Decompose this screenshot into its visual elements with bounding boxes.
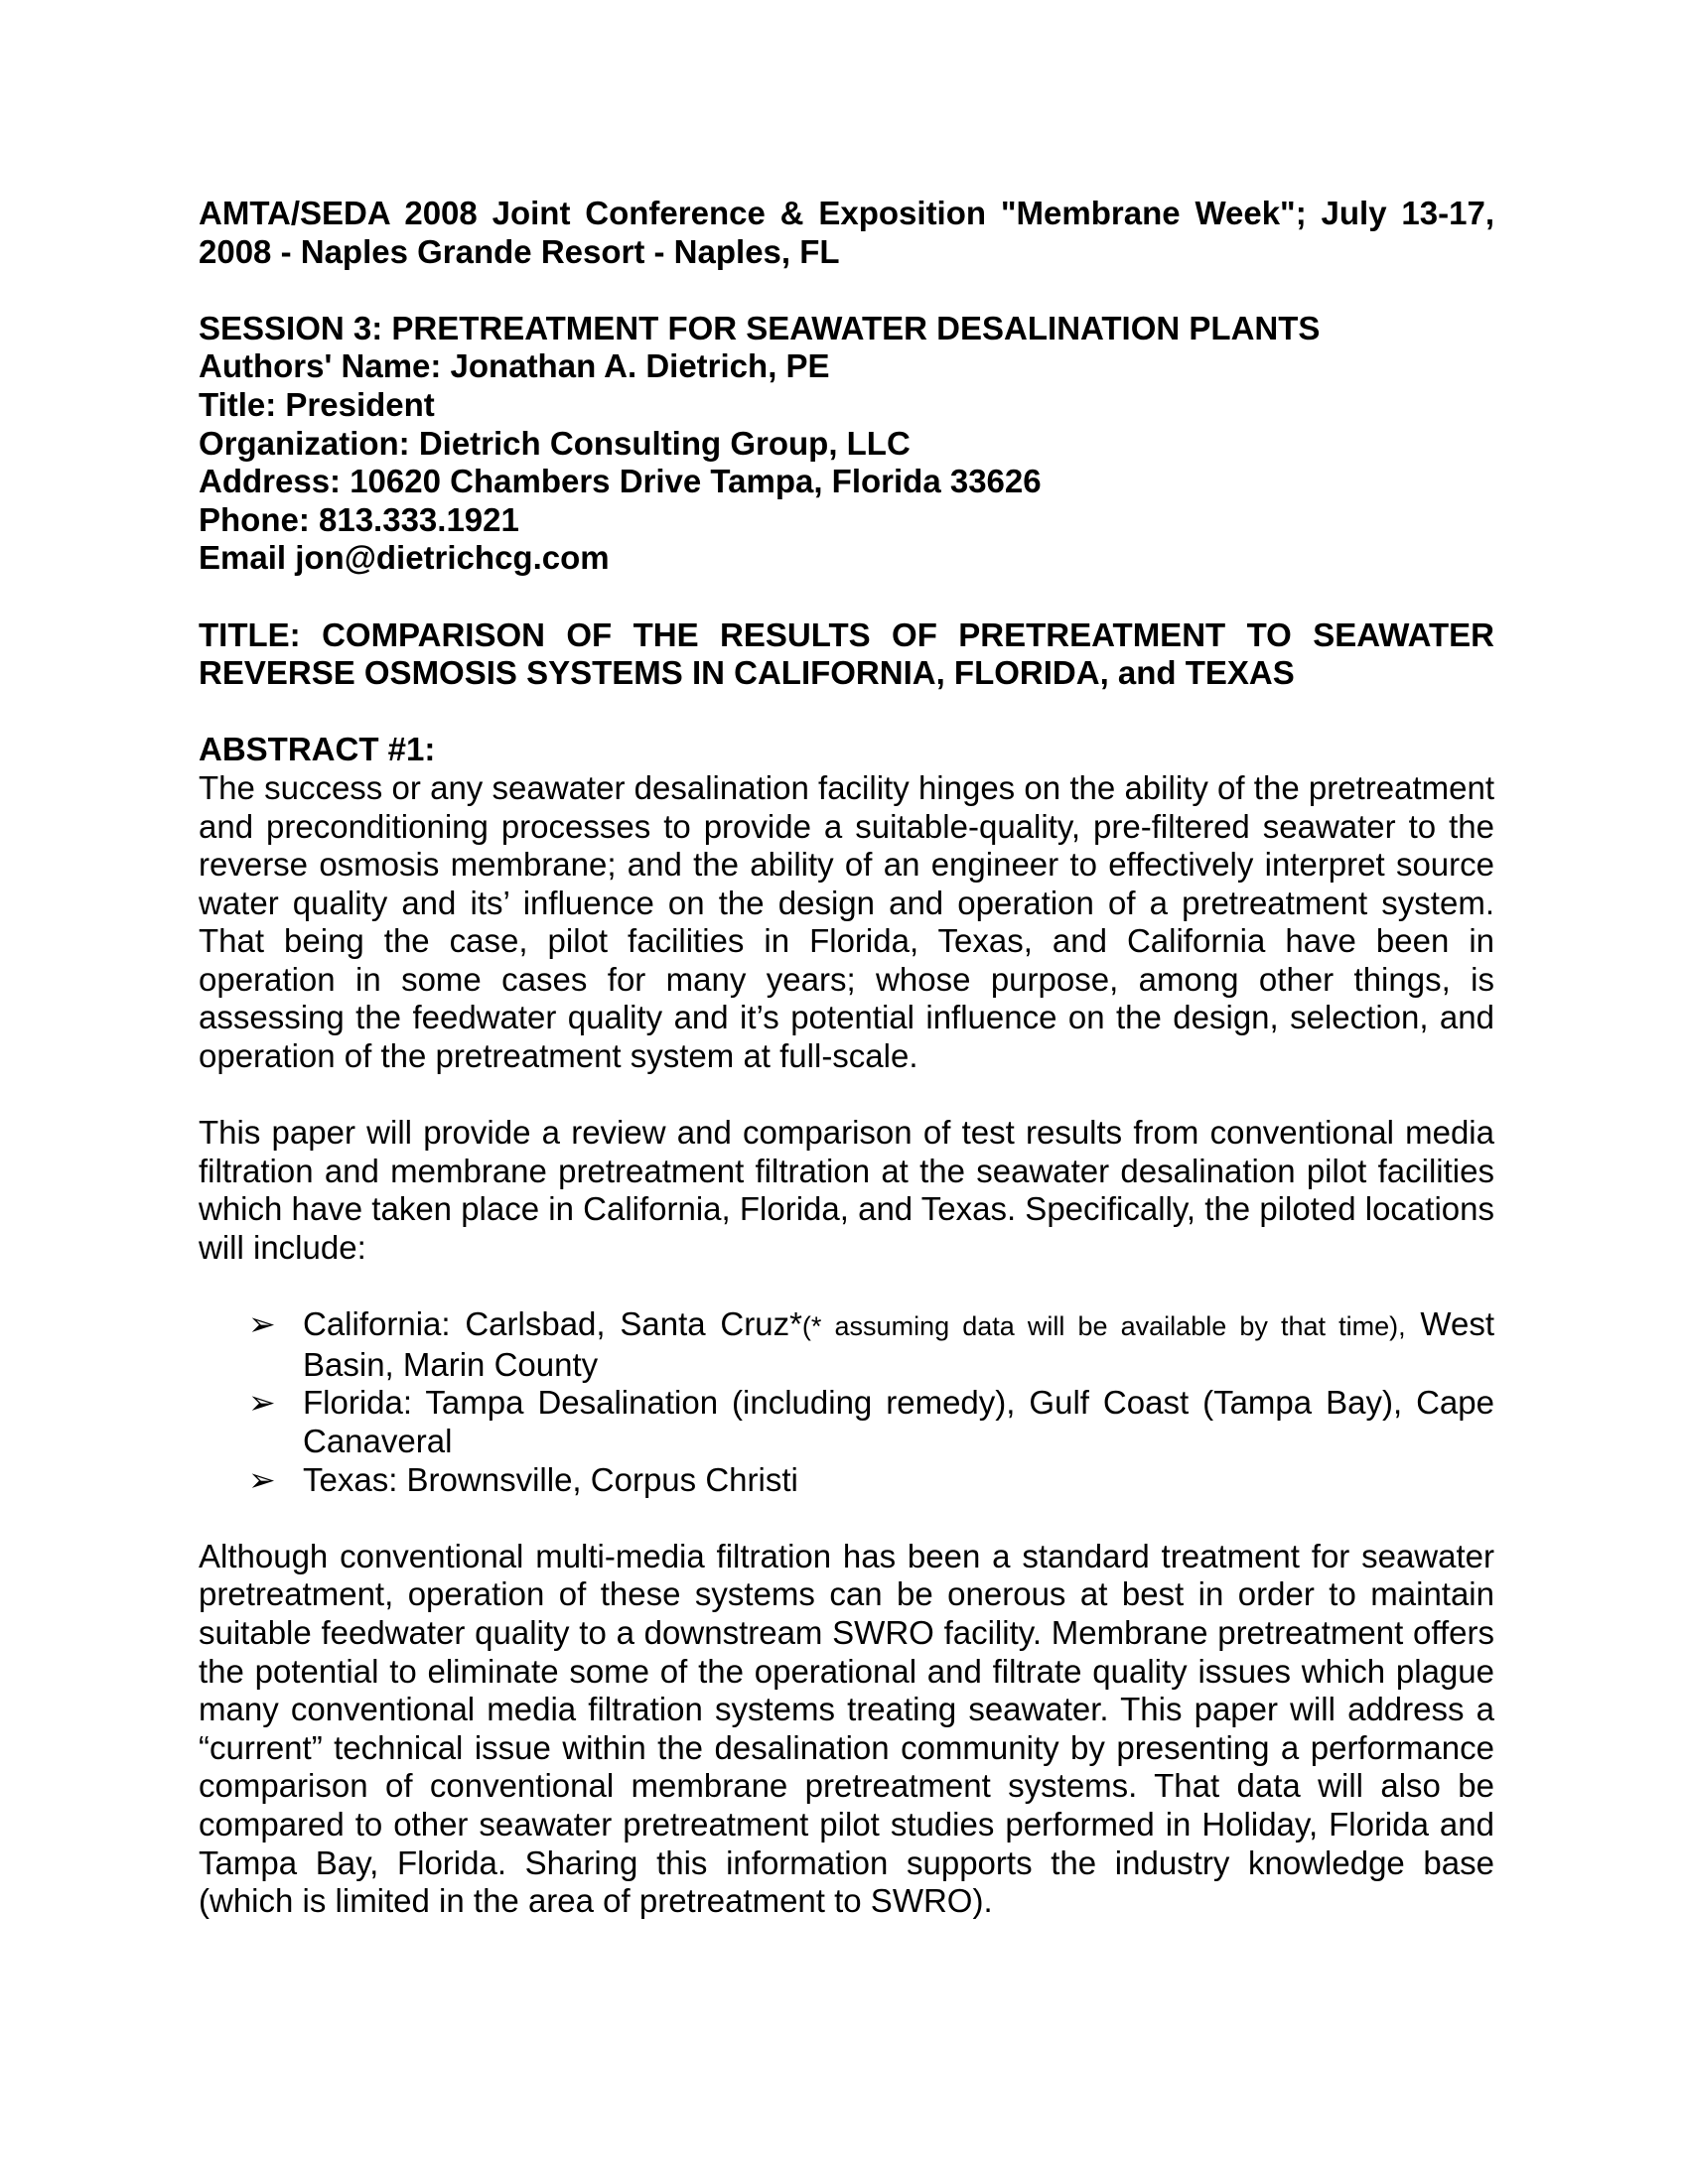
author-title-line: Title: President	[199, 385, 435, 423]
list-item-florida	[199, 1384, 1494, 1460]
list-item-segment: Florida: Tampa Desalination (including remedy), Gulf Coast (Tampa Bay), Cape Canaveral	[303, 1384, 1494, 1459]
piloted-locations-list	[199, 1305, 1494, 1499]
list-item-text	[303, 1384, 1494, 1459]
list-item-texas	[199, 1461, 1494, 1500]
address-line: Address: 10620 Chambers Drive Tampa, Florida 33626	[199, 463, 1042, 500]
list-item-text	[303, 1305, 1494, 1383]
abstract-block	[199, 731, 1494, 1075]
arrow-bullet-icon: ➢	[248, 1384, 276, 1422]
abstract-paragraph-3: Although conventional multi-media filtration has been a standard treatment for seawater pretreatment, operation of these systems can be onerous at best in order to maintain suitable feedwater quality to a downstream SWRO facility. Membrane pretreatment offers the potential to eliminate some of the operational and filtrate quality issues which plague many conventional media filtration systems treating seawater. This paper will address a “current” technical issue within the desalination community by presenting a performance comparison of conventional membrane pretreatment systems. That data will also be compared to other seawater pretreatment pilot studies performed in Holiday, Florida and Tampa Bay, Florida. Sharing this information supports the industry knowledge base (which is limited in the area of pretreatment to SWRO).	[199, 1537, 1494, 1920]
session-author-block	[199, 310, 1494, 578]
abstract-paragraph-1: The success or any seawater desalination facility hinges on the ability of the pretreatment and preconditioning processes to provide a suitable-quality, pre-filtered seawater to the reverse osmosis membrane; and the ability of an engineer to effectively interpret source water quality and its’ influence on the design and operation of a pretreatment system. That being the case, pilot facilities in Florida, Texas, and California have been in operation in some cases for many years; whose purpose, among other things, is assessing the feedwater quality and it’s potential influence on the design, selection, and operation of the pretreatment system at full-scale.	[199, 768, 1494, 1075]
author-name-line: Authors' Name: Jonathan A. Dietrich, PE	[199, 347, 830, 385]
organization-line: Organization: Dietrich Consulting Group, LLC	[199, 424, 911, 462]
conference-header: AMTA/SEDA 2008 Joint Conference & Exposition "Membrane Week"; July 13-17, 2008 - Naples Grande Resort - Naples, FL	[199, 195, 1494, 270]
list-item-footnote-segment: (* assuming data will be available by that time),	[801, 1311, 1406, 1342]
list-item-segment: Texas: Brownsville, Corpus Christi	[303, 1460, 798, 1498]
list-item-segment: California: Carlsbad, Santa Cruz*	[303, 1305, 802, 1343]
list-item-text	[303, 1461, 798, 1498]
list-item-california	[199, 1305, 1494, 1384]
list-item-segment: West Basin, Marin County	[303, 1305, 1494, 1383]
paper-title: TITLE: COMPARISON OF THE RESULTS OF PRETREATMENT TO SEAWATER REVERSE OSMOSIS SYSTEMS IN CALIFORNIA, FLORIDA, and TEXAS	[199, 615, 1494, 692]
email-line: Email jon@dietrichcg.com	[199, 539, 610, 577]
session-heading: SESSION 3: PRETREATMENT FOR SEAWATER DESALINATION PLANTS	[199, 309, 1321, 346]
arrow-bullet-icon: ➢	[248, 1460, 276, 1498]
arrow-bullet-icon: ➢	[248, 1305, 276, 1343]
abstract-heading: ABSTRACT #1:	[199, 731, 436, 768]
abstract-paragraph-2: This paper will provide a review and comparison of test results from conventional media filtration and membrane pretreatment filtration at the seawater desalination pilot facilities which have taken place in California, Florida, and Texas. Specifically, the piloted locations will include:	[199, 1114, 1494, 1267]
phone-line: Phone: 813.333.1921	[199, 500, 519, 538]
